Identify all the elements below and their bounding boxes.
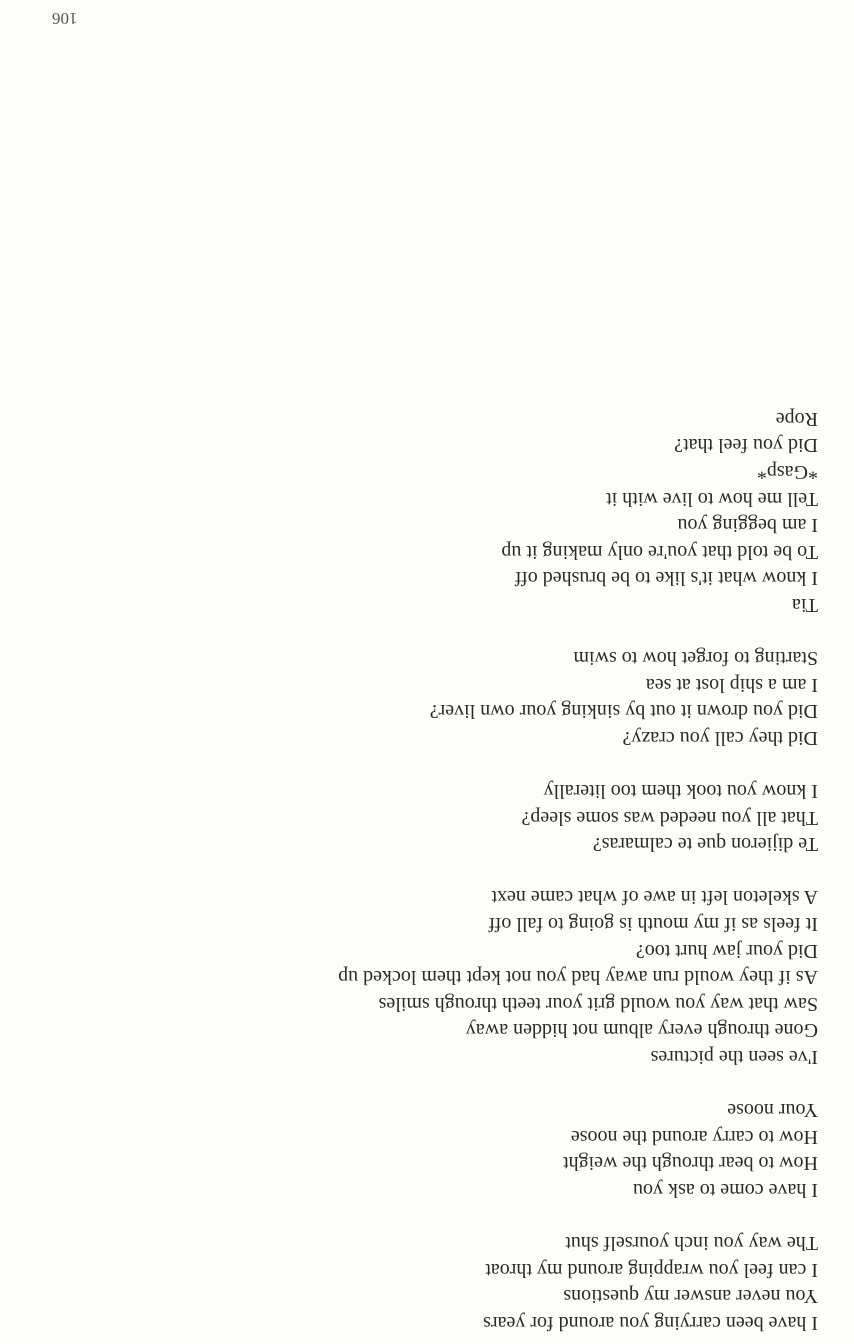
poem-line: Rope bbox=[775, 407, 818, 430]
poem-line: As if they would run away had you not kept them locked up bbox=[338, 966, 818, 989]
poem-line: I can feel you wrapping around my throat bbox=[485, 1258, 818, 1281]
stanza-2 bbox=[28, 1097, 818, 1203]
poem-line: I've seen the pictures bbox=[650, 1046, 818, 1069]
poem-line: Starting to forget how to swim bbox=[573, 647, 818, 670]
stanza-5 bbox=[28, 645, 818, 751]
poem-line: Tell me how to live with it bbox=[606, 487, 818, 510]
page-number: 106 bbox=[52, 9, 78, 28]
poem-line: I know what it's like to be brushed off bbox=[514, 567, 818, 590]
poem-line: I know you took them too literally bbox=[543, 780, 818, 803]
poem-line: I am a ship lost at sea bbox=[645, 673, 818, 696]
poem-line: You never answer my questions bbox=[563, 1285, 818, 1308]
poem-line: I have come to ask you bbox=[633, 1179, 818, 1202]
poem-line: *Gasp* bbox=[756, 461, 818, 483]
poem-line: Did your jaw hurt too? bbox=[635, 939, 818, 962]
poem-line: A skeleton left in awe of what came next bbox=[491, 886, 818, 909]
poem-line: I am begging you bbox=[677, 514, 818, 537]
poem-line: Did you feel that? bbox=[674, 434, 818, 457]
poem-line: To be told that you're only making it up bbox=[501, 540, 818, 563]
stanza-3 bbox=[28, 884, 818, 1070]
poem-line: How to bear through the weight bbox=[563, 1152, 818, 1175]
poem-line: Gone through every album not hidden away bbox=[465, 1019, 818, 1042]
poem-line: Did they call you crazy? bbox=[622, 726, 818, 749]
poem-line: Saw that way you would grit your teeth through smiles bbox=[378, 992, 818, 1015]
stanza-4 bbox=[28, 778, 818, 858]
poem-line: Did you drown it out by sinking your own liver? bbox=[429, 700, 818, 723]
poem bbox=[28, 405, 818, 1336]
poem-line: Te dijieron que te calmaras? bbox=[592, 833, 818, 856]
poem-line: Your noose bbox=[727, 1099, 818, 1122]
poem-line: It feels as if my mouth is going to fall off bbox=[488, 913, 818, 936]
poem-line: That all you needed was some sleep? bbox=[521, 806, 818, 829]
poem-line: How to carry around the noose bbox=[570, 1125, 818, 1148]
poem-line: Tia bbox=[792, 593, 818, 616]
stanza-6 bbox=[28, 405, 818, 618]
poem-line: The way you inch yourself shut bbox=[565, 1232, 818, 1255]
poem-line: I have been carrying you around for years bbox=[483, 1312, 818, 1334]
stanza-1 bbox=[28, 1230, 818, 1336]
